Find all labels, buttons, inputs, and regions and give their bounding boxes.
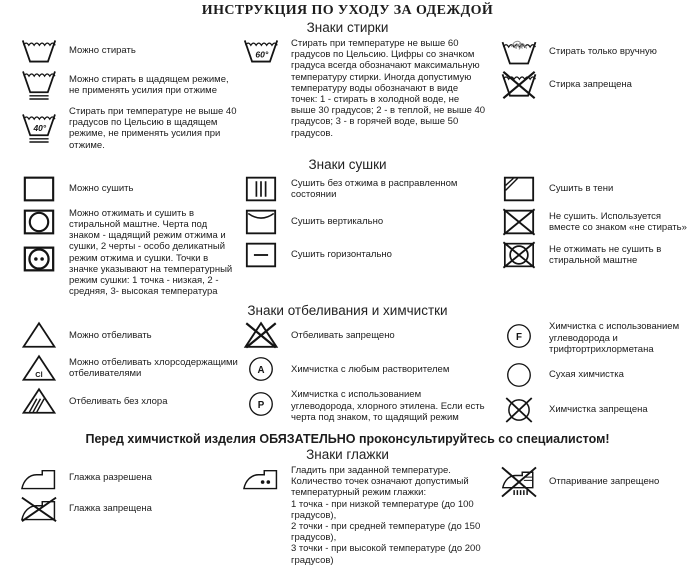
list-item (238, 38, 486, 139)
ironing-col-1 (6, 465, 238, 571)
dryclean-hydrocarbon-icon (496, 321, 542, 351)
ironing-section (6, 465, 689, 571)
list-item (238, 354, 486, 384)
dry-flat-icon (238, 241, 284, 269)
list-item (6, 387, 238, 415)
no-steam-icon (496, 465, 542, 499)
list-item (238, 321, 486, 349)
symbol-label: Cl (35, 370, 43, 380)
list-item (6, 321, 238, 349)
tumble-dry-icon (22, 208, 56, 236)
bleaching-section (6, 321, 689, 430)
item-text: Можно сушить (69, 183, 134, 195)
item-text: Стирать при температуре не выше 60 градусов по Цельсию. Цифры со значком градуса всегда обозначают максимальную температуру стирки. Иногда допустимую температуру воды обозначают в виде точек: 1 - стирать в холодной воде, не выше 30 градусов; 2 - в теплой, не выше 40 градусов; 3 - в горячей воде, выше 50 градусов. (291, 38, 486, 139)
washing-col-2 (238, 38, 486, 156)
item-text: Стирка запрещена (549, 79, 632, 91)
bleaching-col-1 (6, 321, 238, 430)
section-header-drying: Знаки сушки (308, 156, 387, 172)
list-item (238, 241, 486, 269)
item-text: Стирать только вручную (549, 46, 657, 58)
item-text: Химчистка с использованием углеводорода и трифтортрихлорметана (549, 321, 680, 355)
item-text: Сушить без отжима в расправленном состоянии (291, 177, 458, 200)
temp-label: 60° (255, 49, 269, 60)
no-tumble-dry-icon (496, 241, 542, 269)
hand-wash-icon (496, 38, 542, 66)
item-text: Сушить горизонтально (291, 249, 392, 261)
item-text: Химчистка запрещена (549, 404, 648, 416)
list-item (486, 38, 689, 66)
item-text: Можно стирать (69, 45, 136, 57)
drying-col-3 (486, 175, 689, 303)
ironing-col-2 (238, 465, 486, 571)
item-text: Глажка разрешена (69, 472, 152, 484)
dry-in-shade-icon (496, 175, 542, 203)
item-text: Химчистка с использованием углеводорода, хлорного этилена. Если есть черта под знаком, то щадящий режим (291, 389, 485, 423)
item-text: Не отжимать не сушить в стиральной маштне (549, 243, 662, 266)
list-item (6, 69, 238, 101)
dryclean-warning: Перед химчисткой изделия ОБЯЗАТЕЛЬНО проконсультируйтесь со специалистом! (85, 432, 610, 447)
no-bleach-icon (238, 321, 284, 349)
dryclean-circle-icon (496, 360, 542, 390)
list-item (6, 106, 238, 151)
wash-tub-60-icon (238, 38, 284, 64)
bleach-chlorine-icon (16, 354, 62, 382)
no-wash-icon (496, 71, 542, 99)
symbol-label: P (257, 400, 265, 412)
bleaching-col-2 (238, 321, 486, 430)
list-item (486, 360, 689, 390)
item-text: Отбеливать без хлора (69, 395, 168, 407)
list-item (238, 465, 486, 566)
dryclean-perchloroethylene-icon (238, 389, 284, 419)
item-text: Можно отжимать и сушить в стиральной маштне. Черта под знаком - щадящий режим отжима и сушки, 2 черты - особо деликатный режим отжима и сушки. Точки в значке указывают на температурный режим сушки: 1 точка - низкая, 2 - средняя, 3- высокая температура (69, 207, 233, 298)
no-dry-icon (496, 208, 542, 236)
list-item (6, 175, 238, 203)
list-item (6, 496, 238, 522)
wash-tub-icon (16, 38, 62, 64)
no-dryclean-icon (496, 395, 542, 425)
list-item (486, 241, 689, 269)
washing-col-1 (6, 38, 238, 156)
item-text: Не сушить. Используется вместе со знаком «не стирать» (549, 210, 687, 233)
item-text: Можно отбеливать хлорсодержащими отбеливателями (69, 357, 238, 380)
dryclean-any-solvent-icon (238, 354, 284, 384)
ironing-col-3 (486, 465, 689, 571)
drying-col-2 (238, 175, 486, 303)
wash-tub-gentle-icon (16, 69, 62, 101)
tumble-dry-dots-icon (22, 245, 56, 273)
wash-tub-40-icon (16, 112, 62, 144)
symbol-label: F (516, 332, 522, 344)
washing-section (6, 38, 689, 156)
symbol-label: A (257, 365, 265, 377)
list-item (6, 38, 238, 64)
tumble-dry-icon-group (16, 208, 62, 273)
item-text: Отбеливать запрещено (291, 329, 395, 341)
list-item (486, 175, 689, 203)
section-header-bleaching: Знаки отбеливания и химчистки (247, 303, 448, 319)
section-header-washing: Знаки стирки (306, 20, 389, 35)
list-item (486, 71, 689, 99)
temp-label: 40° (33, 123, 47, 134)
iron-two-dots-icon (238, 465, 284, 491)
list-item (6, 465, 238, 491)
list-item (486, 321, 689, 355)
item-text: Химчистка с любым растворителем (291, 363, 450, 375)
item-text: Отпаривание запрещено (549, 476, 660, 488)
section-header-ironing: Знаки глажки (306, 447, 389, 463)
list-item (238, 389, 486, 423)
list-item (238, 208, 486, 236)
list-item (486, 395, 689, 425)
item-text: Гладить при заданной температуре. Количество точек означают допустимый температурный режим глажки: 1 точка - при низкой температуре (до 100 градусов), 2 точки - при средней температуре (до 150 градусов), 3 точки - при высокой температуре (до 200 градусов) (291, 465, 481, 566)
bleach-triangle-icon (16, 321, 62, 349)
dry-square-icon (16, 175, 62, 203)
bleach-non-chlorine-icon (16, 387, 62, 415)
item-text: Сухая химчистка (549, 369, 624, 381)
item-text: Сушить в тени (549, 183, 614, 195)
iron-icon (16, 465, 62, 491)
line-dry-icon (238, 208, 284, 236)
drying-col-1 (6, 175, 238, 303)
page-title: ИНСТРУКЦИЯ ПО УХОДУ ЗА ОДЕЖДОЙ (201, 3, 494, 18)
drip-dry-icon (238, 175, 284, 203)
list-item (6, 354, 238, 382)
no-iron-icon (16, 496, 62, 522)
item-text: Можно стирать в щадящем режиме, не применять усилия при отжиме (69, 73, 229, 96)
item-text: Стирать при температуре не выше 40 градусов по Цельсию в щадящем режиме, не применять усилия при отжиме. (69, 106, 237, 151)
list-item (486, 208, 689, 236)
item-text: Глажка запрещена (69, 503, 152, 515)
drying-section (6, 175, 689, 303)
washing-col-3 (486, 38, 689, 156)
list-item (238, 175, 486, 203)
list-item (486, 465, 689, 499)
list-item (6, 208, 238, 298)
bleaching-col-3 (486, 321, 689, 430)
item-text: Можно отбеливать (69, 329, 152, 341)
item-text: Сушить вертикально (291, 216, 384, 228)
